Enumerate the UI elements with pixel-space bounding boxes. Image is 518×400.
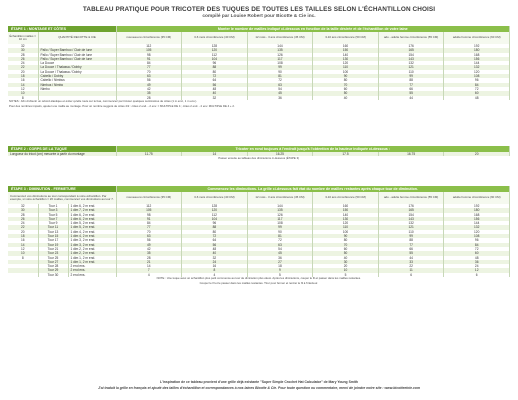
stitch-count-cell: 72	[247, 238, 313, 242]
col-yarn: QUANTITÉ RECOTTE & CIE	[38, 32, 116, 44]
round-cell: Tour 30	[38, 273, 68, 277]
stitch-count-cell: 91	[116, 217, 182, 221]
stitch-count-cell: 99	[247, 65, 313, 69]
stitch-count-cell: 35	[116, 251, 182, 255]
section3-column-headers	[8, 192, 510, 204]
stitch-count-cell: 112	[182, 53, 248, 57]
section3-note-2: Couper le fil et le passer dans les mailles restantes. Tirer pour fermer et rentrer le fil à l'intérieur.	[8, 281, 510, 285]
stitch-count-cell: 30	[313, 260, 379, 264]
stitch-count-cell: 18	[247, 264, 313, 268]
stitch-count-cell: 144	[247, 204, 313, 208]
stitch-count-cell: 132	[378, 61, 444, 65]
section3-label: ÉTAPE 3 : DIMINUTION - FERMETURE	[8, 186, 116, 192]
section2-note: Passer ensuite au tableau des diminutions ci-dessous (ÉTAPE 3)	[8, 156, 510, 160]
stitch-count-cell: 48	[444, 256, 510, 260]
gauge-cell: 26	[8, 217, 38, 221]
gauge-cell: 28	[8, 213, 38, 217]
stitch-count-cell: 154	[378, 53, 444, 57]
stitch-count-cell: 72	[247, 78, 313, 82]
stitch-count-cell: 24	[444, 264, 510, 268]
stitch-count-cell: 112	[182, 213, 248, 217]
yarn-cell: Cabello / Dobby	[38, 74, 116, 78]
section2-note-row	[8, 156, 510, 160]
section1-note-1: NOTES : Afin d'obtenir un rebord élastique et éviter qu'elle roule sur le bas, commencez par tricoter quelques centimètres de côtes (1 m end., 1 m env.).	[8, 100, 510, 104]
stitch-count-cell: 98	[116, 53, 182, 57]
stitch-count-cell: 50	[313, 91, 379, 95]
page-subtitle: compilé par Louise Robert pour Bicotte & Cie inc.	[202, 14, 316, 19]
footer-note: J'ai traduit la grille en français et ajouté des tailles d'échantillon et correspondances à nos laines Bicotte & Cie. Pour toute question ou commentaire, merci de joindre notre site : www.bicotteetcie.com	[98, 386, 420, 390]
stitch-count-cell: 63	[247, 83, 313, 87]
decrease-cell: 2 end ens.	[68, 273, 116, 277]
stitch-count-cell: 45	[247, 251, 313, 255]
yarn-cell: Pallo / Super Bamboo / Clair de lune	[38, 53, 116, 57]
stitch-count-cell: 77	[378, 243, 444, 247]
stitch-count-cell: 140	[313, 213, 379, 217]
stitch-count-cell: 6	[378, 273, 444, 277]
round-cell: Tour 25	[38, 256, 68, 260]
stitch-count-cell: 168	[444, 213, 510, 217]
stitch-count-cell: 50	[313, 251, 379, 255]
stitch-count-cell: 20	[313, 264, 379, 268]
stitch-count-cell: 16	[182, 264, 248, 268]
stitch-count-cell: 33	[378, 260, 444, 264]
round-cell: Tour 23	[38, 251, 68, 255]
gauge-cell: 32	[8, 44, 38, 48]
col-gauge: Échantillon mailles = 10 cm	[8, 32, 38, 44]
section3-table	[8, 186, 510, 286]
stitch-count-cell: 72	[182, 74, 248, 78]
length-value-5: 16.75	[378, 152, 444, 156]
stitch-count-cell: 11	[378, 268, 444, 272]
round-cell: Tour 1	[38, 204, 68, 208]
section1-note-2: Pour des nombres impairs, ajouter une maille au montage. Pour un nombre suggéré de côtes 2/2 : côtes 2 end. - 2 env. = MULTIPLE DE 4 ; côtes 2 end. - 2 env. MULTIPLE DE 4 + 2.	[8, 104, 510, 108]
stitch-count-cell: 9	[247, 268, 313, 272]
stitch-count-cell: 56	[182, 83, 248, 87]
yarn-cell: Nimbo	[38, 87, 116, 91]
stitch-count-cell: 49	[116, 243, 182, 247]
stitch-count-cell: 165	[378, 48, 444, 52]
stitch-count-cell: 128	[182, 204, 248, 208]
section3-note-1: NOTE : Une tuque avec un échantillon plus petit commence au tour de diminution plus élevé. Après les diminutions, couper le fil et passer dans les mailles restantes.	[8, 277, 510, 281]
stitch-count-cell: 96	[444, 238, 510, 242]
stitch-count-cell: 60	[444, 251, 510, 255]
stitch-count-cell: 72	[444, 247, 510, 251]
stitch-count-cell: 108	[444, 234, 510, 238]
stitch-count-cell: 99	[247, 225, 313, 229]
stitch-count-cell: 100	[313, 230, 379, 234]
stitch-count-cell: 143	[378, 217, 444, 221]
stitch-count-cell: 36	[247, 256, 313, 260]
round-cell: Tour 17	[38, 238, 68, 242]
stitch-count-cell: 117	[247, 217, 313, 221]
gauge-cell: 24	[8, 221, 38, 225]
stitch-count-cell: 42	[116, 247, 182, 251]
s3-col-size-5: ado - adulte femme circonférence (55 CM)	[378, 192, 444, 204]
stitch-count-cell: 48	[182, 87, 248, 91]
stitch-count-cell: 112	[116, 204, 182, 208]
stitch-count-cell: 160	[313, 44, 379, 48]
decrease-cell: 1 dim 1, 2 m end.	[68, 256, 116, 260]
stitch-count-cell: 44	[378, 256, 444, 260]
gauge-cell: 18	[8, 234, 38, 238]
stitch-count-cell: 56	[182, 243, 248, 247]
stitch-count-cell: 32	[182, 256, 248, 260]
stitch-count-cell: 96	[182, 61, 248, 65]
stitch-count-cell: 77	[116, 65, 182, 69]
round-cell: Tour 3	[38, 208, 68, 212]
stitch-count-cell: 90	[247, 230, 313, 234]
stitch-count-cell: 40	[182, 251, 248, 255]
length-value-6: 20	[444, 152, 510, 156]
stitch-count-cell: 132	[444, 225, 510, 229]
stitch-count-cell: 120	[444, 230, 510, 234]
stitch-count-cell: 36	[247, 96, 313, 100]
decrease-cell: 2 end ens.	[68, 268, 116, 272]
length-value-4: 17.5	[313, 152, 379, 156]
gauge-cell: 8	[8, 96, 38, 100]
stitch-count-cell: 132	[378, 221, 444, 225]
gauge-cell: 16	[8, 78, 38, 82]
round-cell: Tour 19	[38, 243, 68, 247]
stitch-count-cell: 32	[182, 96, 248, 100]
stitch-count-cell: 24	[182, 260, 248, 264]
section1-rows	[8, 44, 510, 100]
stitch-count-cell: 90	[247, 70, 313, 74]
stitch-count-cell: 165	[378, 208, 444, 212]
stitch-count-cell: 105	[116, 208, 182, 212]
gauge-cell: 26	[8, 57, 38, 61]
stitch-count-cell: 54	[247, 87, 313, 91]
stitch-count-cell: 110	[378, 230, 444, 234]
stitch-count-cell: 64	[182, 78, 248, 82]
decrease-cell: 1 dim 2, 2 m end.	[68, 247, 116, 251]
section3-rows	[8, 204, 510, 277]
stitch-count-cell: 192	[444, 204, 510, 208]
yarn-cell: La Douce / Thalassa / Dobby	[38, 70, 116, 74]
decrease-cell: 1 dim 1, 2 m end.	[68, 260, 116, 264]
s3-col-size-4: 3-10 ans circonférence (50 CM)	[313, 192, 379, 204]
stitch-count-cell: 84	[444, 243, 510, 247]
round-cell: Tour 29	[38, 268, 68, 272]
stitch-count-cell: 72	[182, 234, 248, 238]
stitch-count-cell: 81	[247, 234, 313, 238]
stitch-count-cell: 40	[313, 256, 379, 260]
stitch-count-cell: 80	[313, 78, 379, 82]
section3-col-desc: Commencez vos diminutions au tour correspondant à votre échantillon. Par exemple, si votre échantillon = 26 mailles, commencez vos diminutions au tour 7.	[8, 192, 116, 204]
round-cell: Tour 13	[38, 230, 68, 234]
yarn-cell: Cabello / Nimbus	[38, 78, 116, 82]
stitch-count-cell: 154	[378, 213, 444, 217]
col-size-2: 3-6 mois circonférence (40 CM)	[182, 32, 248, 44]
stitch-count-cell: 110	[378, 70, 444, 74]
stitch-count-cell: 54	[247, 247, 313, 251]
stitch-count-cell: 66	[378, 87, 444, 91]
stitch-count-cell: 8	[182, 268, 248, 272]
stitch-count-cell: 110	[313, 225, 379, 229]
stitch-count-cell: 44	[378, 96, 444, 100]
stitch-count-cell: 130	[313, 57, 379, 61]
stitch-count-cell: 120	[182, 48, 248, 52]
section3-instruction: Commencez les diminutions. La grille ci-dessous fait état du nombre de mailles restantes après chaque tour de diminution.	[116, 186, 510, 192]
stitch-count-cell: 7	[116, 268, 182, 272]
gauge-cell: 24	[8, 61, 38, 65]
stitch-count-cell: 63	[116, 74, 182, 78]
length-value-3: 16.25	[247, 152, 313, 156]
stitch-count-cell: 6	[444, 273, 510, 277]
stitch-count-cell: 112	[116, 44, 182, 48]
stitch-count-cell: 45	[247, 91, 313, 95]
stitch-count-cell: 63	[247, 243, 313, 247]
stitch-count-cell: 144	[444, 61, 510, 65]
gauge-cell: 22	[8, 65, 38, 69]
stitch-count-cell: 90	[313, 74, 379, 78]
gauge-cell: 12	[8, 247, 38, 251]
stitch-count-cell: 176	[378, 44, 444, 48]
decrease-cell: 1 dim 6, 2 m end.	[68, 204, 116, 208]
gauge-cell: 20	[8, 230, 38, 234]
round-cell: Tour 7	[38, 217, 68, 221]
stitch-count-cell: 63	[116, 234, 182, 238]
gauge-cell: 32	[8, 204, 38, 208]
stitch-count-cell: 60	[313, 247, 379, 251]
stitch-count-cell: 80	[182, 70, 248, 74]
stitch-count-cell: 14	[116, 264, 182, 268]
stitch-count-cell: 120	[444, 70, 510, 74]
stitch-count-cell: 168	[444, 53, 510, 57]
stitch-count-cell: 143	[378, 57, 444, 61]
stitch-count-cell: 88	[378, 78, 444, 82]
stitch-count-cell: 144	[247, 44, 313, 48]
stitch-count-cell: 121	[378, 65, 444, 69]
stitch-count-cell: 126	[247, 53, 313, 57]
stitch-count-cell: 40	[313, 96, 379, 100]
gauge-cell: 18	[8, 74, 38, 78]
stitch-count-cell: 88	[378, 238, 444, 242]
stitch-count-cell: 77	[116, 225, 182, 229]
stitch-count-cell: 42	[116, 87, 182, 91]
gauge-cell: 10	[8, 91, 38, 95]
stitch-count-cell: 84	[444, 83, 510, 87]
stitch-count-cell: 108	[247, 61, 313, 65]
round-cell: Tour 11	[38, 225, 68, 229]
stitch-count-cell: 150	[313, 208, 379, 212]
stitch-count-cell: 21	[116, 260, 182, 264]
gauge-cell: 8	[8, 256, 38, 260]
s3-col-size-1: nouveau-né circonférence (35 CM)	[116, 192, 182, 204]
stitch-count-cell: 5	[247, 273, 313, 277]
stitch-count-cell: 48	[182, 247, 248, 251]
stitch-count-cell: 88	[182, 65, 248, 69]
decrease-cell: 1 dim 4, 2 m end.	[68, 234, 116, 238]
round-cell: Tour 15	[38, 234, 68, 238]
stitch-count-cell: 120	[182, 208, 248, 212]
decrease-cell: 1 dim 3, 2 m end.	[68, 238, 116, 242]
stitch-count-cell: 28	[116, 256, 182, 260]
col-size-3: 12 mois - 3 ans circonférence (45 CM)	[247, 32, 313, 44]
stitch-count-cell: 72	[444, 87, 510, 91]
stitch-count-cell: 130	[313, 217, 379, 221]
decrease-cell: 1 dim 6, 2 m end.	[68, 217, 116, 221]
decrease-cell: 1 dim 6, 2 m end.	[68, 213, 116, 217]
stitch-count-cell: 28	[116, 96, 182, 100]
stitch-count-cell: 22	[378, 264, 444, 268]
stitch-count-cell: 135	[247, 48, 313, 52]
col-size-4: 3-10 ans circonférence (50 CM)	[313, 32, 379, 44]
yarn-cell: Pallo / Super Bamboo / Clair de lune	[38, 48, 116, 52]
gauge-cell: 10	[8, 251, 38, 255]
stitch-count-cell: 4	[182, 273, 248, 277]
s3-col-size-3: 12 mois - 3 ans circonférence (45 CM)	[247, 192, 313, 204]
stitch-count-cell: 96	[182, 221, 248, 225]
stitch-count-cell: 91	[116, 57, 182, 61]
col-size-6: adulte homme circonférence (60 CM)	[444, 32, 510, 44]
stitch-count-cell: 35	[116, 91, 182, 95]
stitch-count-cell: 5	[313, 273, 379, 277]
footer-credit: L'inspiration de ce tableau provient d'une grille déjà existante "Super Simple Crochet Hat Calculator" de Mary Young Smith	[159, 380, 358, 384]
gauge-cell: 30	[8, 208, 38, 212]
stitch-count-cell: 160	[313, 204, 379, 208]
s3-col-size-6: adulte homme circonférence (60 CM)	[444, 192, 510, 204]
stitch-count-cell: 140	[313, 53, 379, 57]
stitch-count-cell: 100	[313, 70, 379, 74]
round-cell: Tour 5	[38, 213, 68, 217]
gauge-cell: 30	[8, 48, 38, 52]
stitch-count-cell: 192	[444, 44, 510, 48]
round-cell: Tour 21	[38, 247, 68, 251]
decrease-cell: 1 dim 5, 2 m end.	[68, 225, 116, 229]
section2-label: ÉTAPE 2 : CORPS DE LA TUQUE	[8, 146, 116, 152]
stitch-count-cell: 132	[444, 65, 510, 69]
decrease-cell: 2 end ens.	[68, 264, 116, 268]
section3-note-row-2	[8, 281, 510, 285]
col-size-5: ado - adulte femme circonférence (55 CM)	[378, 32, 444, 44]
stitch-count-cell: 180	[444, 208, 510, 212]
stitch-count-cell: 66	[378, 247, 444, 251]
stitch-count-cell: 60	[313, 87, 379, 91]
decrease-cell: 1 dim 4, 2 m end.	[68, 230, 116, 234]
gauge-cell: 16	[8, 238, 38, 242]
section1-label: ÉTAPE 1 : MONTAGE ET CÔTES	[8, 26, 116, 32]
col-size-1: nouveau-né circonférence (35 CM)	[116, 32, 182, 44]
stitch-count-cell: 70	[313, 83, 379, 87]
stitch-count-cell: 105	[116, 48, 182, 52]
section2-row-label: Longueur du tricot (cm) mesurée à partir du montage	[8, 152, 116, 156]
page-title: TABLEAU PRATIQUE POUR TRICOTER DES TUQUES DE TOUTES LES TAILLES SELON L'ÉCHANTILLON CHOISI	[82, 6, 436, 13]
round-cell: Tour 27	[38, 260, 68, 264]
stitch-count-cell: 176	[378, 204, 444, 208]
stitch-count-cell: 98	[116, 213, 182, 217]
gauge-cell: 28	[8, 53, 38, 57]
stitch-count-cell: 12	[444, 268, 510, 272]
stitch-count-cell: 110	[313, 65, 379, 69]
decrease-cell: 1 dim 5, 2 m end.	[68, 221, 116, 225]
stitch-count-cell: 27	[247, 260, 313, 264]
length-value-1: 11.75	[116, 152, 182, 156]
yarn-cell: Nimbus / Nimbo	[38, 83, 116, 87]
stitch-count-cell: 126	[247, 213, 313, 217]
stitch-count-cell: 40	[182, 91, 248, 95]
decrease-cell: 1 dim 3, 2 m end.	[68, 243, 116, 247]
stitch-count-cell: 99	[378, 234, 444, 238]
stitch-count-cell: 96	[444, 78, 510, 82]
stitch-count-cell: 80	[313, 238, 379, 242]
stitch-count-cell: 56	[116, 238, 182, 242]
section2-table	[8, 146, 510, 161]
stitch-count-cell: 128	[182, 44, 248, 48]
stitch-count-cell: 80	[182, 230, 248, 234]
stitch-count-cell: 60	[444, 91, 510, 95]
stitch-count-cell: 108	[444, 74, 510, 78]
gauge-cell: 14	[8, 243, 38, 247]
stitch-count-cell: 70	[116, 70, 182, 74]
gauge-cell: 14	[8, 83, 38, 87]
stitch-count-cell: 180	[444, 48, 510, 52]
stitch-count-cell: 49	[116, 83, 182, 87]
stitch-count-cell: 36	[444, 260, 510, 264]
yarn-cell: Pallo / Super Bamboo / Clair de lune	[38, 57, 116, 61]
stitch-count-cell: 150	[313, 48, 379, 52]
yarn-cell: La Douce / Thalassa / Dobby	[38, 65, 116, 69]
stitch-count-cell: 121	[378, 225, 444, 229]
stitch-count-cell: 90	[313, 234, 379, 238]
stitch-count-cell: 55	[378, 91, 444, 95]
stitch-count-cell: 156	[444, 217, 510, 221]
length-value-2: 14	[182, 152, 248, 156]
gauge-cell: 22	[8, 225, 38, 229]
stitch-count-cell: 117	[247, 57, 313, 61]
stitch-count-cell: 10	[313, 268, 379, 272]
s3-col-size-2: 3-6 mois circonférence (40 CM)	[182, 192, 248, 204]
round-cell: Tour 28	[38, 264, 68, 268]
stitch-count-cell: 135	[247, 208, 313, 212]
stitch-count-cell: 81	[247, 74, 313, 78]
section1-note-row-2	[8, 104, 510, 108]
stitch-count-cell: 104	[182, 217, 248, 221]
stitch-count-cell: 156	[444, 57, 510, 61]
section2-instruction: Tricoter en rond toujours à l'endroit jusqu'à l'obtention de la hauteur indiquée ci-dessous :	[116, 146, 510, 152]
stitch-count-cell: 88	[182, 225, 248, 229]
stitch-count-cell: 120	[313, 61, 379, 65]
stitch-count-cell: 84	[116, 61, 182, 65]
gauge-cell: 12	[8, 87, 38, 91]
section1-table	[8, 26, 510, 108]
stitch-count-cell: 70	[313, 243, 379, 247]
stitch-count-cell: 77	[378, 83, 444, 87]
decrease-cell: 1 dim 2, 2 m end.	[68, 251, 116, 255]
gauge-cell: 20	[8, 70, 38, 74]
stitch-count-cell: 48	[444, 96, 510, 100]
stitch-count-cell: 108	[247, 221, 313, 225]
round-cell: Tour 9	[38, 221, 68, 225]
stitch-count-cell: 104	[182, 57, 248, 61]
stitch-count-cell: 55	[378, 251, 444, 255]
section1-column-headers	[8, 32, 510, 44]
section1-instruction: Monter le nombre de mailles indiqué ci-dessous en fonction de la taille désirée et de l'échantillon de votre laine	[116, 26, 509, 32]
yarn-cell: La Douce	[38, 61, 116, 65]
stitch-count-cell: 84	[116, 221, 182, 225]
stitch-count-cell: 4	[116, 273, 182, 277]
stitch-count-cell: 64	[182, 238, 248, 242]
stitch-count-cell: 70	[116, 230, 182, 234]
stitch-count-cell: 120	[313, 221, 379, 225]
decrease-cell: 1 dim 7, 2 m end.	[68, 208, 116, 212]
stitch-count-cell: 56	[116, 78, 182, 82]
stitch-count-cell: 144	[444, 221, 510, 225]
stitch-count-cell: 99	[378, 74, 444, 78]
